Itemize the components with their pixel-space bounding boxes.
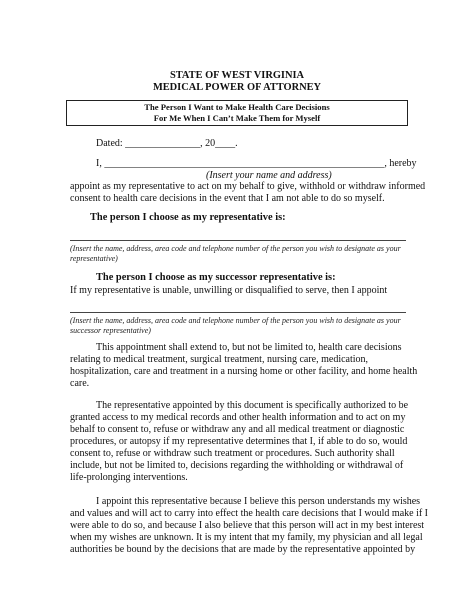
paragraph-2-line: consent to, refuse or withdraw such treatment or procedures. Such authority shall bbox=[70, 448, 395, 459]
box-line-2: For Me When I Can’t Make Them for Myself bbox=[153, 113, 321, 123]
paragraph-1-line: care. bbox=[70, 378, 90, 389]
paragraph-2-line: life-prolonging interventions. bbox=[70, 472, 188, 483]
successor-caption-1: (Insert the name, address, area code and telephone number of the person you wish to designate as your bbox=[70, 316, 401, 325]
box-line-1: The Person I Want to Make Health Care Decisions bbox=[144, 102, 330, 112]
representative-caption-1: (Insert the name, address, area code and telephone number of the person you wish to designate as your bbox=[70, 244, 401, 253]
appoint-line-1: appoint as my representative to act on my behalf to give, withhold or withdraw informed bbox=[70, 181, 426, 192]
successor-text: If my representative is unable, unwilling or disqualified to serve, then I appoint bbox=[70, 285, 388, 296]
paragraph-2-line: granted access to my medical records and other health information and to act on my bbox=[70, 412, 406, 423]
successor-heading: The person I choose as my successor representative is: bbox=[96, 272, 336, 283]
paragraph-3-line: authorities be bound by the decisions that are made by the representative appointed by bbox=[70, 544, 416, 555]
representative-heading: The person I choose as my representative is: bbox=[90, 212, 286, 223]
paragraph-2-line: procedures, or autopsy if my representative determines that I, if able to do so, would bbox=[70, 436, 408, 447]
title-state: STATE OF WEST VIRGINIA bbox=[169, 70, 305, 81]
appoint-line-2: consent to health care decisions in the event that I am not able to do so myself. bbox=[70, 193, 385, 204]
successor-signature-rule bbox=[70, 312, 406, 313]
paragraph-1-line: hospitalization, care and treatment in a nursing home or other facility, and home health bbox=[70, 366, 418, 377]
name-caption: (Insert your name and address) bbox=[206, 170, 332, 181]
paragraph-2-line: behalf to consent to, refuse or withdraw any and all medical treatment or diagnostic bbox=[70, 424, 405, 435]
dated-line: Dated: _______________, 20____. bbox=[96, 138, 238, 149]
paragraph-3-line: and values and will act to carry into effect the health care decisions that I would make if I bbox=[70, 508, 429, 519]
paragraph-3-line: were able to do so, and because I also believe that this person will act in my best interest bbox=[70, 520, 425, 531]
representative-signature-rule bbox=[70, 240, 406, 241]
representative-caption-2: representative) bbox=[70, 254, 118, 263]
name-line: I, ________________________________________________________, hereby bbox=[96, 158, 417, 169]
title-document: MEDICAL POWER OF ATTORNEY bbox=[152, 82, 322, 93]
paragraph-3-line: when my wishes are unknown. It is my intent that my family, my physician and all legal bbox=[70, 532, 423, 543]
successor-caption-2: successor representative) bbox=[70, 326, 151, 335]
paragraph-1-line: This appointment shall extend to, but not be limited to, health care decisions bbox=[96, 342, 402, 353]
paragraph-2-line: The representative appointed by this document is specifically authorized to be bbox=[96, 400, 409, 411]
paragraph-3-line: I appoint this representative because I believe this person understands my wishes bbox=[96, 496, 421, 507]
paragraph-1-line: relating to medical treatment, surgical treatment, nursing care, medication, bbox=[70, 354, 369, 365]
paragraph-2-line: include, but not be limited to, decisions regarding the withholding or withdrawal of bbox=[70, 460, 404, 471]
